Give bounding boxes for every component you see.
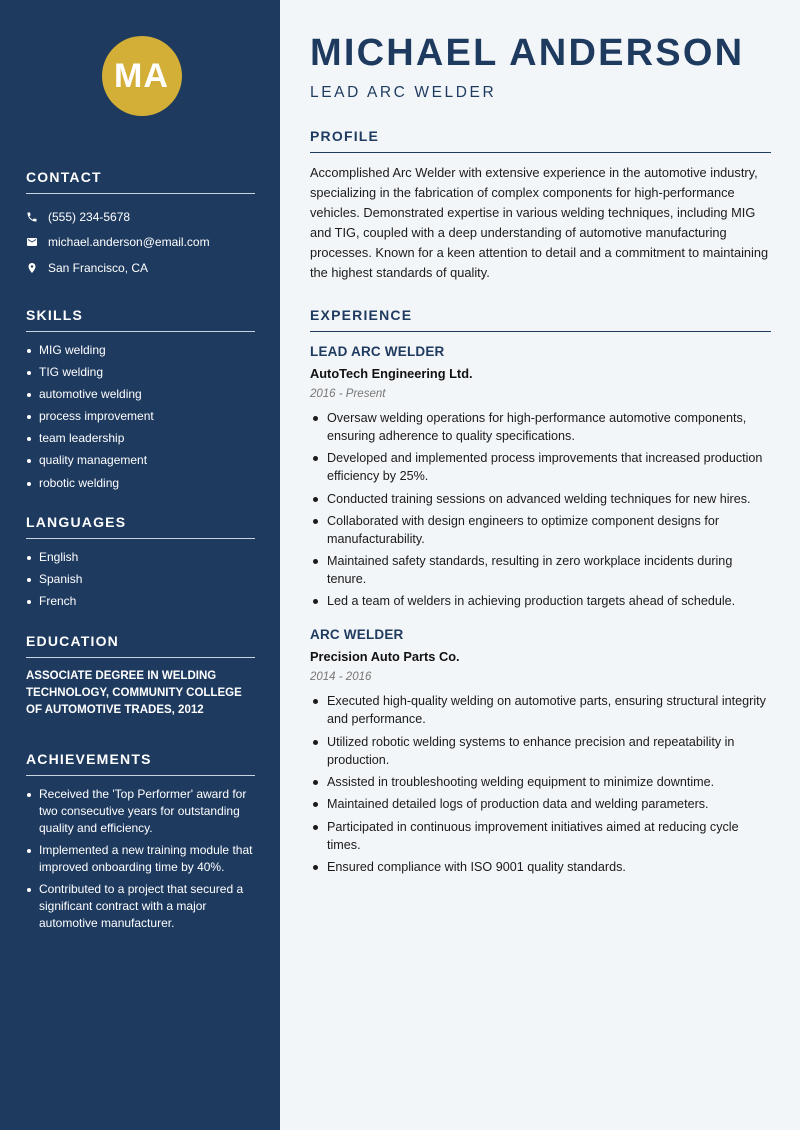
job-title: LEAD ARC WELDER [310, 344, 445, 359]
job-dates: 2016 - Present [310, 388, 386, 400]
languages-heading: LANGUAGES [26, 514, 255, 539]
education-heading: EDUCATION [26, 633, 255, 658]
skill-item: TIG welding [26, 364, 255, 381]
phone-text: (555) 234-5678 [48, 209, 131, 224]
profile-text: Accomplished Arc Welder with extensive experience in the automotive industry, specializing in the fabrication of complex components for high-performance vehicles. Demonstrated expertise in various welding techniques, including MIG and TIG, coupled with a deep understanding of automotive manufacturing processes. Known for a keen attention to detail and a commitment to maintaining the highest standards of quality. [310, 165, 769, 280]
achievement-item: Received the 'Top Performer' award for two consecutive years for outstanding quality and efficiency. [26, 786, 255, 837]
achievements-list [26, 786, 255, 932]
job-entry [310, 627, 771, 875]
profile-heading: PROFILE [310, 128, 771, 153]
sidebar [0, 0, 280, 1130]
job-bullet: Led a team of welders in achieving production targets ahead of schedule. [310, 592, 771, 610]
email-text: michael.anderson@email.com [48, 235, 210, 250]
languages-list [26, 549, 255, 610]
language-item: English [26, 549, 255, 566]
skill-item: process improvement [26, 408, 255, 425]
person-name: MICHAEL ANDERSON [310, 32, 745, 74]
achievement-item: Implemented a new training module that improved onboarding time by 40%. [26, 842, 255, 876]
contact-email [26, 230, 255, 256]
job-bullet: Maintained detailed logs of production data and welding parameters. [310, 795, 771, 813]
languages-section [26, 514, 255, 610]
achievements-section [26, 751, 255, 932]
phone-icon [26, 211, 38, 223]
job-entry [310, 344, 771, 610]
avatar-initials: MA [114, 56, 169, 95]
job-bullet: Oversaw welding operations for high-performance automotive components, ensuring adherence to quality specifications. [310, 409, 771, 445]
experience-heading: EXPERIENCE [310, 307, 771, 332]
job-bullets [310, 692, 771, 875]
skills-section [26, 307, 255, 492]
skills-list [26, 342, 255, 492]
contact-location [26, 255, 255, 281]
main-content [280, 0, 800, 1130]
job-bullet: Collaborated with design engineers to optimize component designs for manufacturability. [310, 512, 771, 548]
skill-item: robotic welding [26, 475, 255, 492]
achievement-item: Contributed to a project that secured a significant contract with a major automotive manufacturer. [26, 881, 255, 932]
job-bullet: Assisted in troubleshooting welding equipment to minimize downtime. [310, 773, 771, 791]
contact-heading: CONTACT [26, 169, 255, 194]
job-bullet: Maintained safety standards, resulting in zero workplace incidents during tenure. [310, 552, 771, 588]
experience-section [310, 307, 771, 876]
person-title: LEAD ARC WELDER [310, 84, 497, 101]
job-company: AutoTech Engineering Ltd. [310, 366, 473, 381]
avatar [102, 36, 182, 116]
contact-phone [26, 204, 255, 230]
education-entry: ASSOCIATE DEGREE IN WELDING TECHNOLOGY, COMMUNITY COLLEGE OF AUTOMOTIVE TRADES, 2012 [26, 670, 242, 716]
job-company: Precision Auto Parts Co. [310, 649, 460, 665]
job-bullet: Conducted training sessions on advanced welding techniques for new hires. [310, 490, 771, 508]
job-bullet: Executed high-quality welding on automotive parts, ensuring structural integrity and performance. [310, 692, 771, 728]
job-bullet: Participated in continuous improvement initiatives aimed at reducing cycle times. [310, 818, 771, 854]
language-item: Spanish [26, 571, 255, 588]
job-title: ARC WELDER [310, 627, 404, 643]
location-pin-icon [26, 262, 38, 274]
language-item: French [26, 593, 255, 610]
skill-item: quality management [26, 452, 255, 469]
skill-item: team leadership [26, 430, 255, 447]
job-bullet: Ensured compliance with ISO 9001 quality standards. [310, 858, 771, 876]
job-bullets [310, 409, 771, 610]
job-bullet: Utilized robotic welding systems to enhance precision and repeatability in production. [310, 733, 771, 769]
skills-heading: SKILLS [26, 307, 255, 332]
skill-item: MIG welding [26, 342, 255, 359]
email-icon [26, 236, 38, 248]
achievements-heading: ACHIEVEMENTS [26, 751, 255, 776]
education-section [26, 633, 255, 719]
job-dates: 2014 - 2016 [310, 671, 372, 684]
job-bullet: Developed and implemented process improvements that increased production efficiency by 25%. [310, 449, 771, 485]
location-text: San Francisco, CA [48, 260, 149, 275]
profile-section [310, 128, 771, 283]
contact-list [26, 204, 255, 281]
contact-section [26, 169, 255, 281]
skill-item: automotive welding [26, 386, 255, 403]
